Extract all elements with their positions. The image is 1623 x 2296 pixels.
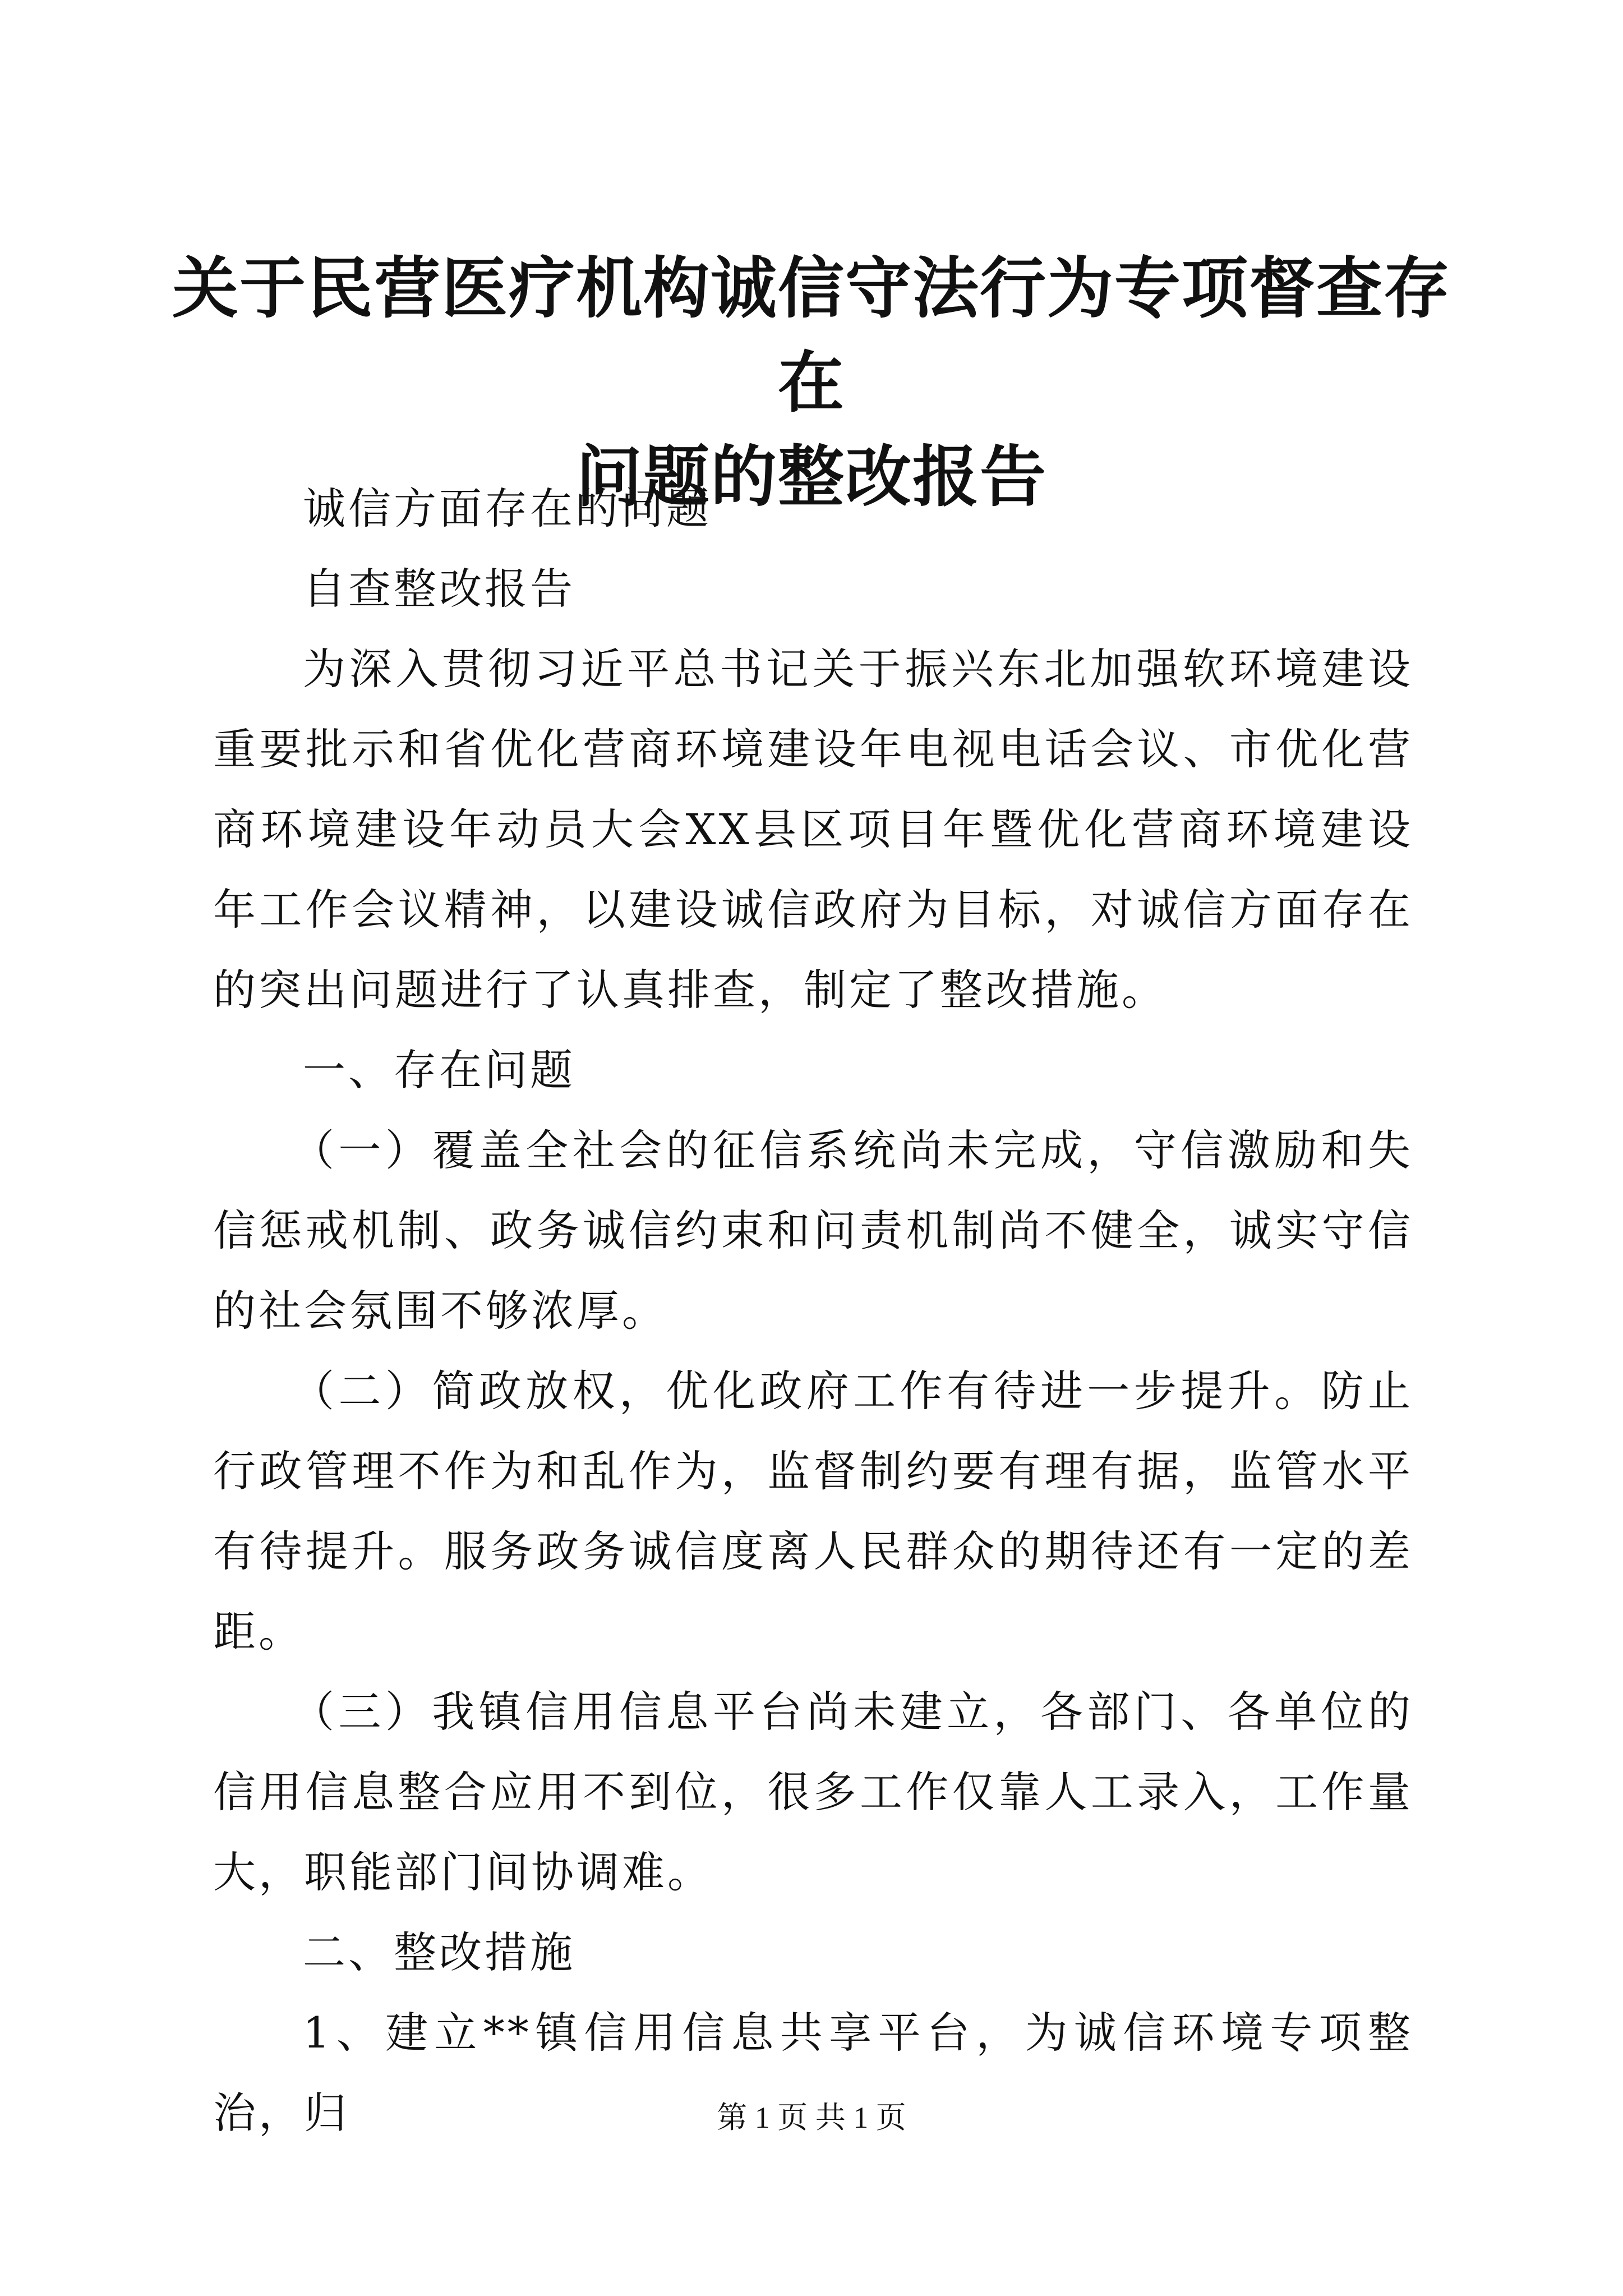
subtitle-report: 自查整改报告	[303, 564, 575, 614]
intro-paragraph: 为深入贯彻习近平总书记关于振兴东北加强软环境建设重要批示和省优化营商环境建设年电视电话会议、市优化营商环境建设年动员大会XX县区项目年暨优化营商环境建设年工作会议精神，以建设诚信政府为目标，对诚信方面存在的突出问题进行了认真排查，制定了整改措施。	[213, 644, 1413, 1015]
page-footer: 第 1 页 共 1 页	[717, 2101, 906, 2134]
subtitle-issues: 诚信方面存在的问题	[303, 484, 712, 533]
measure-item-1: 1、建立**镇信用信息共享平台，为诚信环境专项整治，归	[213, 2008, 1413, 2138]
section-heading-problems: 一、存在问题	[303, 1045, 575, 1095]
problem-item-2: （二）简政放权，优化政府工作有待进一步提升。防止行政管理不作为和乱作为，监督制约要有理有据，监管水平有待提升。服务政务诚信度离人民群众的期待还有一定的差距。	[213, 1366, 1413, 1657]
section-heading-measures: 二、整改措施	[303, 1927, 575, 1977]
document-body	[213, 468, 1413, 2153]
problem-item-1: （一）覆盖全社会的征信系统尚未完成，守信激励和失信惩戒机制、政务诚信约束和问责机制尚不健全，诚实守信的社会氛围不够浓厚。	[213, 1125, 1413, 1336]
title-line-1: 关于民营医疗机构诚信守法行为专项督查存在	[172, 249, 1451, 421]
title-line-2: 问题的整改报告	[575, 438, 1047, 516]
problem-item-3: （三）我镇信用信息平台尚未建立，各部门、各单位的信用信息整合应用不到位，很多工作仅靠人工录入，工作量大，职能部门间协调难。	[213, 1687, 1413, 1897]
